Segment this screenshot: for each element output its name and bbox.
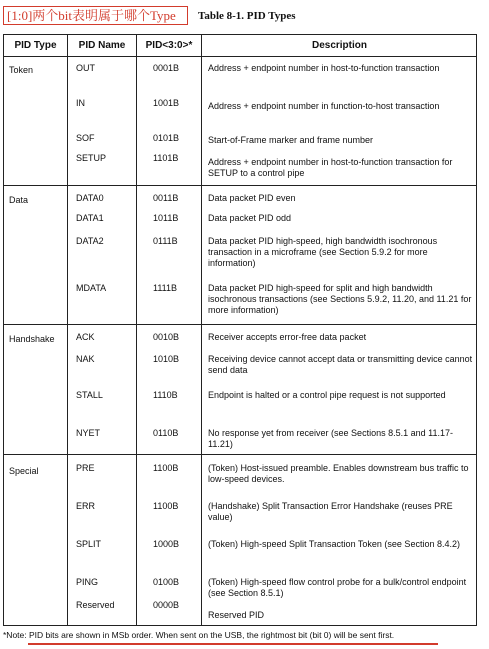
group-rule bbox=[4, 324, 476, 325]
pid-description: Start-of-Frame marker and frame number bbox=[208, 135, 374, 145]
pid-bits: 0111B bbox=[153, 236, 178, 246]
pid-name: SPLIT bbox=[76, 539, 102, 549]
header-pid-bits: PID<3:0>* bbox=[145, 40, 193, 51]
table-footnote: *Note: PID bits are shown in MSb order. When sent on the USB, the rightmost bit (bit 0) will be sent first. bbox=[3, 630, 395, 640]
pid-bits: 1100B bbox=[153, 501, 179, 511]
group-label-special: Special bbox=[9, 466, 39, 476]
pid-name: NAK bbox=[76, 354, 95, 364]
pid-description: Address + endpoint number in host-to-function transaction bbox=[208, 63, 440, 73]
pid-types-table bbox=[3, 34, 477, 626]
pid-description: Data packet PID even bbox=[208, 193, 296, 203]
column-divider bbox=[201, 35, 202, 625]
pid-name: STALL bbox=[76, 390, 103, 400]
pid-name: DATA1 bbox=[76, 213, 104, 223]
pid-name: IN bbox=[76, 98, 85, 108]
pid-name: DATA2 bbox=[76, 236, 104, 246]
pid-description: (Token) High-speed Split Transaction Token (see Section 8.4.2) bbox=[208, 539, 460, 549]
pid-bits: 1001B bbox=[153, 98, 180, 108]
group-rule bbox=[4, 454, 476, 455]
pid-description: Address + endpoint number in function-to-host transaction bbox=[208, 101, 440, 111]
pid-bits: 0010B bbox=[153, 332, 180, 342]
pid-name: NYET bbox=[76, 428, 101, 438]
pid-name: PRE bbox=[76, 463, 95, 473]
pid-name: PING bbox=[76, 577, 99, 587]
pid-name: ACK bbox=[76, 332, 95, 342]
pid-description: Endpoint is halted or a control pipe request is not supported bbox=[208, 390, 446, 400]
pid-name: Reserved bbox=[76, 600, 115, 610]
pid-description: Reserved PID bbox=[208, 610, 265, 620]
pid-name: MDATA bbox=[76, 283, 107, 293]
header-description: Description bbox=[311, 40, 367, 51]
pid-bits: 0001B bbox=[153, 63, 180, 73]
pid-description: Receiving device cannot accept data or transmitting device cannot send data bbox=[208, 354, 473, 375]
pid-bits: 1101B bbox=[153, 153, 179, 163]
pid-bits: 0101B bbox=[153, 133, 180, 143]
pid-description: (Token) High-speed flow control probe for a bulk/control endpoint (see Section 8.5.1) bbox=[208, 577, 467, 598]
pid-description: No response yet from receiver (see Sections 8.5.1 and 11.17-11.21) bbox=[208, 428, 453, 449]
pid-description: Data packet PID odd bbox=[208, 213, 292, 223]
header-rule bbox=[4, 56, 476, 57]
pid-name: SOF bbox=[76, 133, 95, 143]
group-label-token: Token bbox=[9, 65, 34, 75]
pid-bits: 0100B bbox=[153, 577, 180, 587]
pid-bits: 1111B bbox=[153, 283, 178, 293]
pid-description: Address + endpoint number in host-to-function transaction for SETUP to a control pipe bbox=[208, 157, 453, 178]
pid-bits: 1100B bbox=[153, 463, 179, 473]
pid-name: DATA0 bbox=[76, 193, 104, 203]
annotation-box: [1:0]两个bit表明属于哪个Type bbox=[3, 6, 188, 25]
pid-description: (Handshake) Split Transaction Error Handshake (reuses PRE value) bbox=[208, 501, 453, 522]
pid-name: SETUP bbox=[76, 153, 107, 163]
pid-bits: 0011B bbox=[153, 193, 179, 203]
pid-description: (Token) Host-issued preamble. Enables downstream bus traffic to low-speed devices. bbox=[208, 463, 469, 484]
table-caption: Table 8-1. PID Types bbox=[198, 10, 296, 22]
group-label-handshake: Handshake bbox=[9, 334, 55, 344]
pid-bits: 1000B bbox=[153, 539, 180, 549]
pid-bits: 0110B bbox=[153, 428, 179, 438]
pid-description: Data packet PID high-speed for split and high bandwidth isochronous transactions (see Sections 5.9.2, 11.20, and 11.21 for more information) bbox=[208, 283, 472, 315]
group-label-data: Data bbox=[9, 195, 29, 205]
pid-bits: 1010B bbox=[153, 354, 180, 364]
pid-name: ERR bbox=[76, 501, 96, 511]
group-rule bbox=[4, 185, 476, 186]
header-pid-name: PID Name bbox=[78, 40, 126, 51]
pid-description: Data packet PID high-speed, high bandwidth isochronous transaction in a microframe (see Section 5.9.2 for more information) bbox=[208, 236, 438, 268]
pid-bits: 0000B bbox=[153, 600, 180, 610]
column-divider bbox=[136, 35, 137, 625]
pid-name: OUT bbox=[76, 63, 95, 73]
pid-bits: 1110B bbox=[153, 390, 178, 400]
annotation-underline bbox=[28, 643, 438, 645]
pid-description: Receiver accepts error-free data packet bbox=[208, 332, 367, 342]
header-pid-type: PID Type bbox=[14, 40, 57, 51]
column-divider bbox=[67, 35, 68, 625]
pid-bits: 1011B bbox=[153, 213, 179, 223]
